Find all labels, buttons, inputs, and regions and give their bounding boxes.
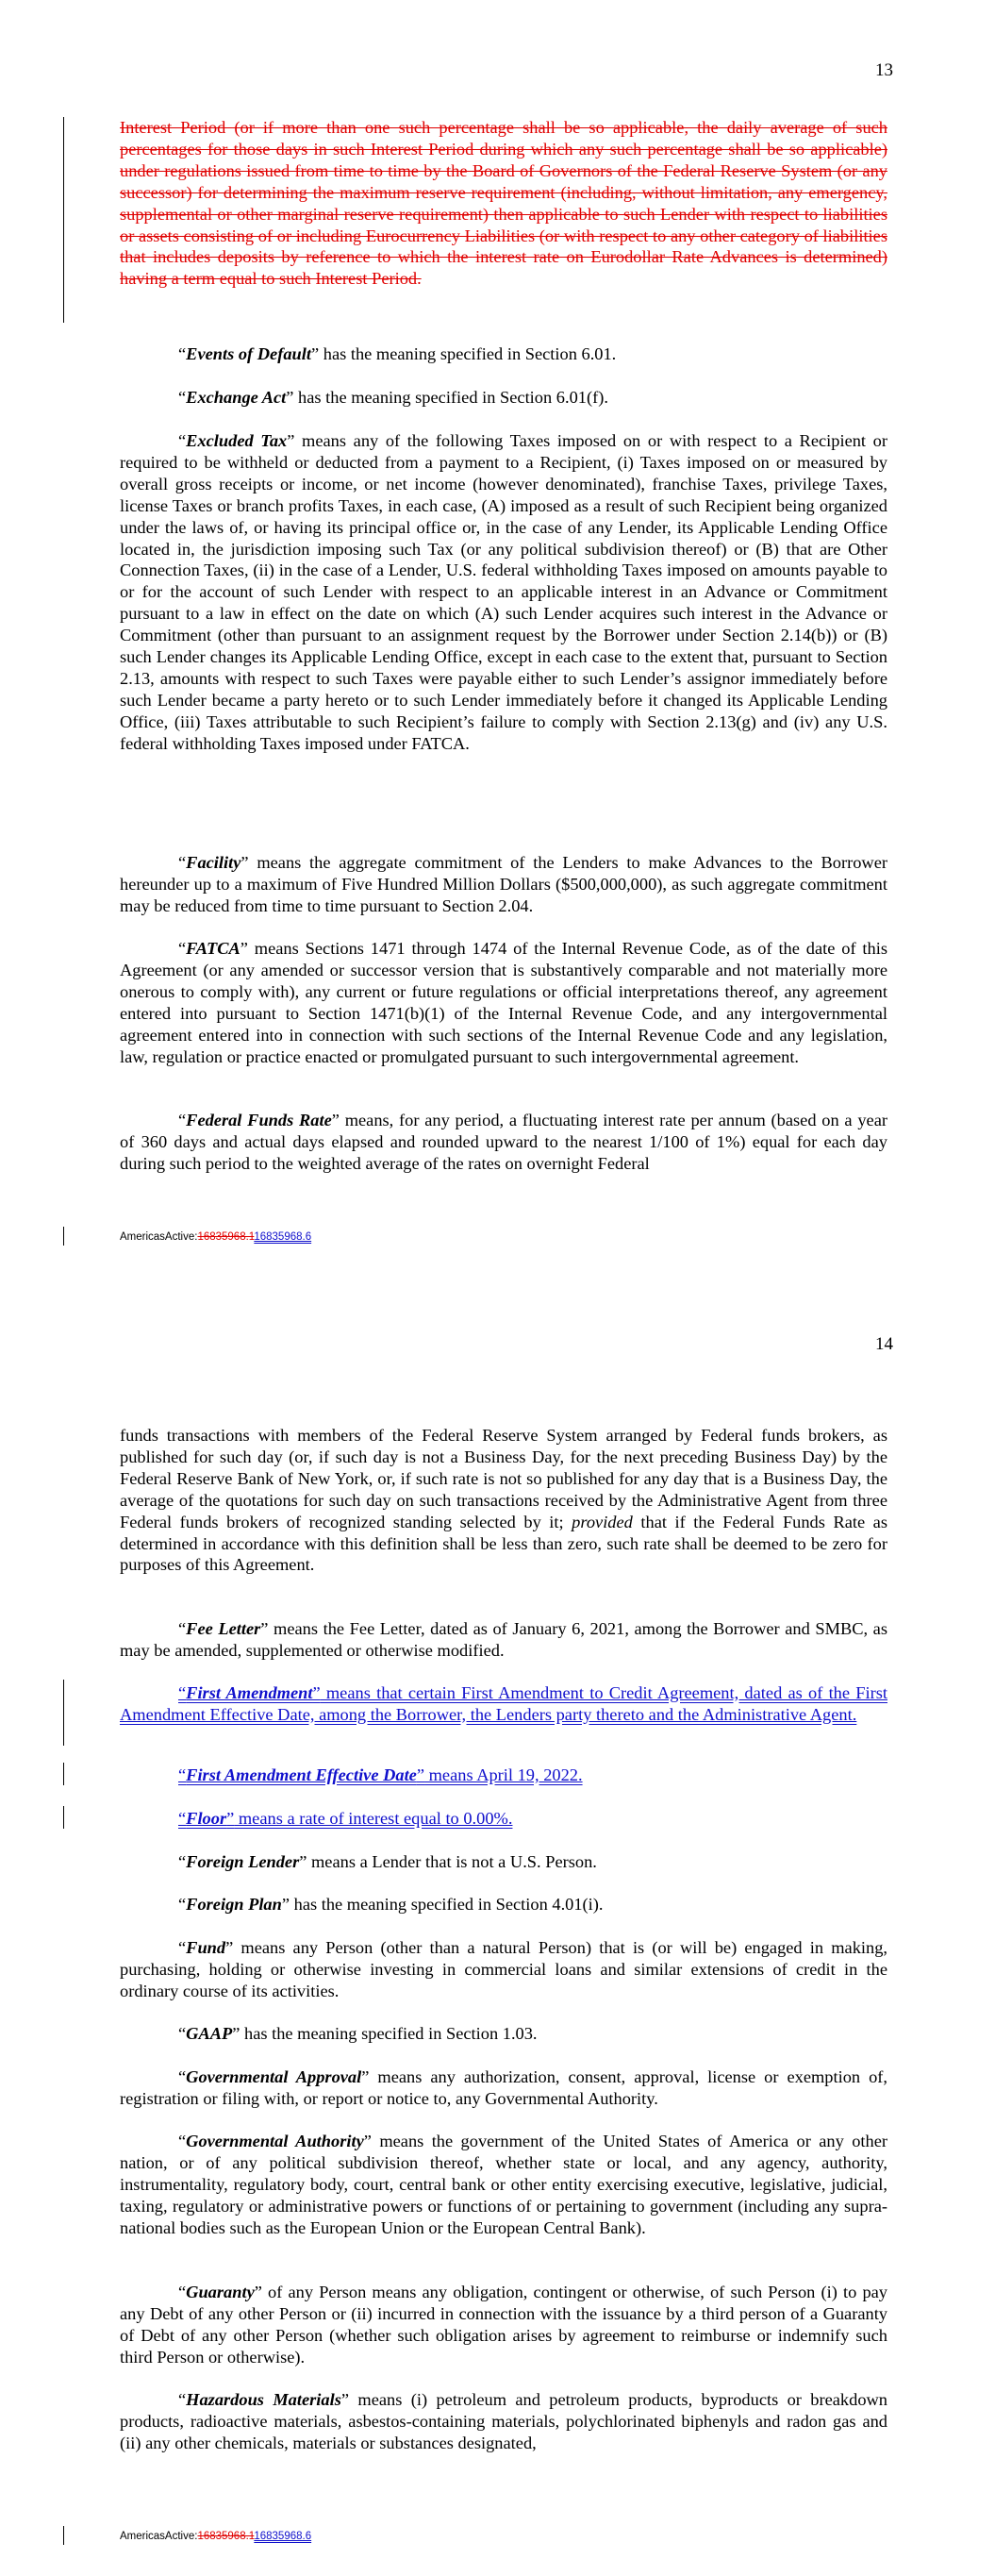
change-bar: [63, 1680, 64, 1746]
definition-text: means any of the following Taxes imposed on or with respect to a Recipient or required to be withheld or deducted from a payment to a Recipient, (i) Taxes imposed on or measured by overall gross receipts or income, or net income (however denominated), franchise Taxes, privilege Taxes, license Taxes or branch profits Taxes, in each case, (A) imposed as a result of such Recipient being organized under the laws of, or having its principal office or, in the case of any Lender, its Applicable Lending Office located in, the jurisdiction imposing such Tax (or any political subdivision thereof) or (B) that are Other Connection Taxes, (ii) in the case of a Lender, U.S. federal withholding Taxes imposed on amounts payable to or for the account of such Lender with respect to an applicable interest in an Advance or Commitment pursuant to a law in effect on the date on which (A) such Lender acquires such interest in the Advance or Commitment (other than pursuant to an assignment request by the Borrower under Section 2.14(b)) or (B) such Lender changes its Applicable Lending Office, except in each case to the extent that, pursuant to Section 2.13, amounts with respect to such Taxes were payable either to such Lender’s assignor immediately before such Lender became a party hereto or to such Lender immediately before it changed its Applicable Lending Office, (iii) Taxes attributable to such Recipient’s failure to comply with Section 2.13(g) and (iv) any U.S. federal withholding Taxes imposed under FATCA.: [120, 431, 887, 753]
change-bar: [63, 1227, 64, 1246]
definition-text: means the Fee Letter, dated as of January 6, 2021, among the Borrower and SMBC, as may be amended, supplemented or otherwise modified.: [120, 1619, 887, 1660]
defined-term: Guaranty: [186, 2283, 255, 2301]
definition-text: means (i) petroleum and petroleum products, byproducts or breakdown products, radioactive materials, asbestos-containing materials, polychlorinated biphenyls and radon gas and (ii) any other chemicals, materials or substances designated,: [120, 2390, 887, 2452]
page-14: [0, 1274, 995, 2576]
defined-term: Foreign Lender: [186, 1852, 300, 1871]
definition-floor: “Floor” means a rate of interest equal to 0.00%.: [178, 1809, 513, 1828]
definition-text: has the meaning specified in Section 4.01(i).: [290, 1895, 604, 1914]
definition-guaranty: “Guaranty” of any Person means any obligation, contingent or otherwise, of such Person (i) to pay any Debt of any other Person or (ii) incurred in connection with the issuance by a third person of a Guaranty of Debt of any other Person (whether such obligation arises by agreement to reimburse or indemnify such third Person or otherwise).: [120, 2283, 887, 2367]
defined-term: Governmental Approval: [186, 2067, 362, 2086]
definition-facility: “Facility” means the aggregate commitment of the Lenders to make Advances to the Borrower hereunder up to a maximum of Five Hundred Million Dollars ($500,000,000), as such aggregate commitment may be reduced from time to time pursuant to Section 2.04.: [120, 853, 887, 915]
defined-term: Foreign Plan: [186, 1895, 282, 1914]
definition-text: has the meaning specified in Section 6.01(f).: [293, 388, 608, 407]
defined-term: Floor: [186, 1809, 227, 1828]
change-bar: [63, 1763, 64, 1785]
definition-text: means a Lender that is not a U.S. Person.: [307, 1852, 597, 1871]
page-13: [0, 0, 995, 1274]
definition-events-of-default: “Events of Default” has the meaning specified in Section 6.01.: [178, 344, 617, 363]
definition-text: means any Person (other than a natural Person) that is (or will be) engaged in making, purchasing, holding or otherwise investing in commercial loans and similar extensions of credit in the ordinary course of its activities.: [120, 1938, 887, 2000]
change-bar: [63, 1806, 64, 1829]
definition-foreign-lender: “Foreign Lender” means a Lender that is not a U.S. Person.: [178, 1852, 597, 1871]
definition-hazardous-materials: “Hazardous Materials” means (i) petroleum and petroleum products, byproducts or breakdown products, radioactive materials, asbestos-containing materials, polychlorinated biphenyls and radon gas and (ii) any other chemicals, materials or substances designated,: [120, 2390, 887, 2452]
definition-text: means the government of the United States of America or any other nation, or of any political subdivision thereof, whether state or local, and any agency, authority, instrumentality, regulatory body, court, central bank or other entity exercising executive, legislative, judicial, taxing, regulatory or administrative powers or functions of or pertaining to government (including any supra-national bodies such as the European Union or the European Central Bank).: [120, 2132, 887, 2237]
document-footer: AmericasActive:16835968.116835968.6: [120, 2531, 312, 2542]
deleted-paragraph: Interest Period (or if more than one such percentage shall be so applicable, the daily average of such percentages for those days in such Interest Period during which any such percentage shall be so applicable) under regulations issued from time to time by the Board of Governors of the Federal Reserve System (or any successor) for determining the maximum reserve requirement (including, without limitation, any emergency, supplemental or other marginal reserve requirement) then applicable to such Lender with respect to liabilities or assets consisting of or including Eurocurrency Liabilities (or with respect to any other category of liabilities that includes deposits by reference to which the interest rate on Eurodollar Rate Advances is determined) having a term equal to such Interest Period.: [120, 118, 887, 289]
definition-text: of any Person means any obligation, contingent or otherwise, of such Person (i) to pay any Debt of any other Person or (ii) incurred in connection with the issuance by a third person of a Guaranty of Debt of any other Person (whether such obligation arises by agreement to reimburse or indemnify such third Person or otherwise).: [120, 2283, 887, 2367]
definition-fund: “Fund” means any Person (other than a natural Person) that is (or will be) engaged in making, purchasing, holding or otherwise investing in commercial loans and similar extensions of credit in the ordinary course of its activities.: [120, 1938, 887, 2000]
definition-text: means a rate of interest equal to 0.00%.: [234, 1809, 513, 1828]
definition-fatca: “FATCA” means Sections 1471 through 1474 of the Internal Revenue Code, as of the date of this Agreement (or any amended or successor version that is substantively comparable and not materially more onerous to comply with), any current or future regulations or official interpretations thereof, any agreement entered into pursuant to Section 1471(b)(1) of the Internal Revenue Code, and any intergovernmental agreement entered into in connection with such sections of the Internal Revenue Code and any legislation, law, regulation or practice enacted or promulgated pursuant to such intergovernmental agreement.: [120, 939, 887, 1066]
page-number: 13: [875, 60, 893, 80]
definition-first-amendment: “First Amendment” means that certain First Amendment to Credit Agreement, dated as of the First Amendment Effective Date, among the Borrower, the Lenders party thereto and the Administrative Agent.: [120, 1683, 887, 1724]
defined-term: Federal Funds Rate: [186, 1111, 332, 1129]
definition-text: has the meaning specified in Section 6.01.: [319, 344, 617, 363]
defined-term: Events of Default: [186, 344, 311, 363]
definition-fee-letter: “Fee Letter” means the Fee Letter, dated as of January 6, 2021, among the Borrower and SMBC, as may be amended, supplemented or otherwise modified.: [120, 1619, 887, 1660]
defined-term: GAAP: [186, 2024, 233, 2043]
definition-excluded-tax: “Excluded Tax” means any of the following Taxes imposed on or with respect to a Recipient or required to be withheld or deducted from a payment to a Recipient, (i) Taxes imposed on or measured by overall gross receipts or income, or net income (however denominated), franchise Taxes, privilege Taxes, license Taxes or branch profits Taxes, in each case, (A) imposed as a result of such Recipient being organized under the laws of, or having its principal office or, in the case of any Lender, its Applicable Lending Office located in, the jurisdiction imposing such Tax (or any political subdivision thereof) or (B) that are Other Connection Taxes, (ii) in the case of a Lender, U.S. federal withholding Taxes imposed on amounts payable to or for the account of such Lender with respect to an applicable interest in an Advance or Commitment pursuant to a law in effect on the date on which (A) such Lender acquires such interest in the Advance or Commitment (other than pursuant to an assignment request by the Borrower under Section 2.14(b)) or (B) such Lender changes its Applicable Lending Office, except in each case to the extent that, pursuant to Section 2.13, amounts with respect to such Taxes were payable either to such Lender’s assignor immediately before such Lender became a party hereto or to such Lender immediately before it changed its Applicable Lending Office, (iii) Taxes attributable to such Recipient’s failure to comply with Section 2.13(g) and (iv) any U.S. federal withholding Taxes imposed under FATCA.: [120, 431, 887, 753]
definition-text: has the meaning specified in Section 1.03.: [240, 2024, 538, 2043]
defined-term: FATCA: [186, 939, 240, 958]
footer-old-id: 16835968.1: [197, 2531, 255, 2542]
change-bar: [63, 117, 64, 323]
definition-text: means any authorization, consent, approval, license or exemption of, registration or filing with, or report or notice to, any Governmental Authority.: [120, 2067, 887, 2108]
definition-text: means the aggregate commitment of the Lenders to make Advances to the Borrower hereunder up to a maximum of Five Hundred Million Dollars ($500,000,000), as such aggregate commitment may be reduced from time to time pursuant to Section 2.04.: [120, 853, 887, 915]
footer-new-id: 16835968.6: [254, 2531, 312, 2542]
change-bar: [63, 2526, 64, 2545]
definition-text: means, for any period, a fluctuating interest rate per annum (based on a year of 360 days and actual days elapsed and rounded upward to the nearest 1/100 of 1%) equal for each day during such period to the weighted average of the rates on overnight Federal: [120, 1111, 887, 1173]
definition-federal-funds-rate: “Federal Funds Rate” means, for any period, a fluctuating interest rate per annum (based on a year of 360 days and actual days elapsed and rounded upward to the nearest 1/100 of 1%) equal for each day during such period to the weighted average of the rates on overnight Federal: [120, 1111, 887, 1173]
defined-term: Fee Letter: [186, 1619, 261, 1638]
footer-old-id: 16835968.1: [197, 1231, 255, 1243]
footer-new-id: 16835968.6: [254, 1231, 312, 1243]
definition-text: means Sections 1471 through 1474 of the Internal Revenue Code, as of the date of this Agreement (or any amended or successor version that is substantively comparable and not materially more onerous to comply with), any current or future regulations or official interpretations thereof, any agreement entered into pursuant to Section 1471(b)(1) of the Internal Revenue Code, and any intergovernmental agreement entered into in connection with such sections of the Internal Revenue Code and any legislation, law, regulation or practice enacted or promulgated pursuant to such intergovernmental agreement.: [120, 939, 887, 1066]
definition-gaap: “GAAP” has the meaning specified in Section 1.03.: [178, 2024, 538, 2043]
defined-term: Excluded Tax: [186, 431, 288, 450]
definition-text: means that certain First Amendment to Credit Agreement, dated as of the First Amendment Effective Date, among the Borrower, the Lenders party thereto and the Administrative Agent.: [120, 1683, 887, 1724]
page-number: 14: [875, 1334, 893, 1354]
definition-governmental-authority: “Governmental Authority” means the government of the United States of America or any other nation, or of any political subdivision thereof, whether state or local, and any agency, authority, instrumentality, regulatory body, court, central bank or other entity exercising executive, legislative, judicial, taxing, regulatory or administrative powers or functions of or pertaining to government (including any supra-national bodies such as the European Union or the European Central Bank).: [120, 2132, 887, 2237]
document-footer: AmericasActive:16835968.116835968.6: [120, 1231, 312, 1243]
defined-term: Hazardous Materials: [186, 2390, 341, 2409]
defined-term: First Amendment: [186, 1683, 313, 1702]
defined-term: Exchange Act: [186, 388, 287, 407]
defined-term: First Amendment Effective Date: [186, 1765, 417, 1784]
definition-foreign-plan: “Foreign Plan” has the meaning specified in Section 4.01(i).: [178, 1895, 604, 1914]
definition-exchange-act: “Exchange Act” has the meaning specified in Section 6.01(f).: [178, 388, 608, 407]
defined-term: Fund: [186, 1938, 226, 1957]
definition-first-amendment-effective-date: “First Amendment Effective Date” means April 19, 2022.: [178, 1765, 583, 1784]
federal-funds-rate-continuation: funds transactions with members of the Federal Reserve System arranged by Federal funds brokers, as published for such day (or, if such day is not a Business Day, for the next preceding Business Day) by the Federal Reserve Bank of New York, or, if such rate is not so published for any day that is a Business Day, the average of the quotations for such day on such transactions received by the Administrative Agent from three Federal funds brokers of recognized standing selected by it; provided that if the Federal Funds Rate as determined in accordance with this definition shall be less than zero, such rate shall be deemed to be zero for purposes of this Agreement.: [120, 1426, 887, 1575]
definition-text: means April 19, 2022.: [424, 1765, 583, 1784]
defined-term: Facility: [186, 853, 241, 872]
defined-term: Governmental Authority: [186, 2132, 364, 2150]
definition-governmental-approval: “Governmental Approval” means any authorization, consent, approval, license or exemption of, registration or filing with, or report or notice to, any Governmental Authority.: [120, 2067, 887, 2108]
